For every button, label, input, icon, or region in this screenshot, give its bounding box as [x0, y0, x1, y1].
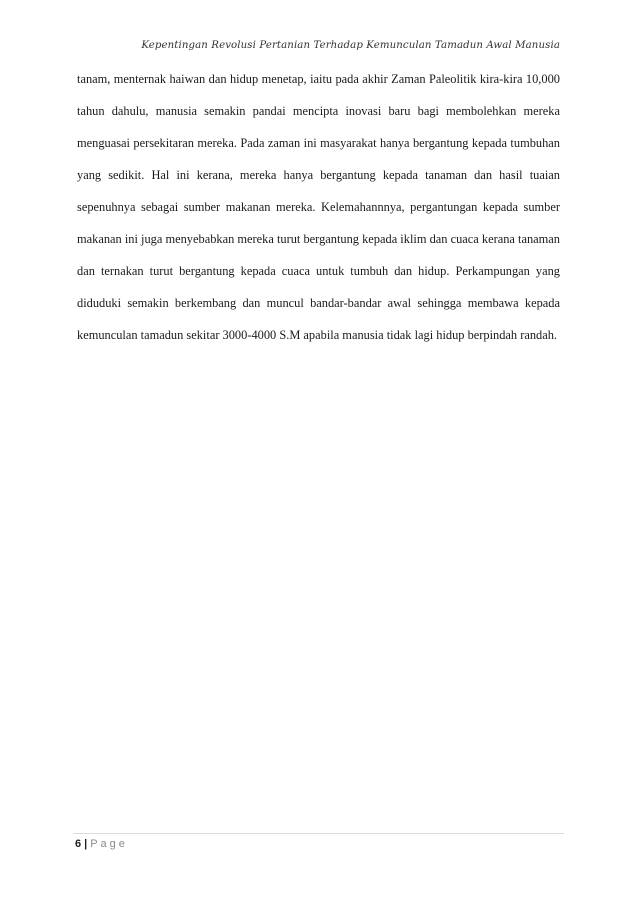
- page-footer: [75, 838, 128, 850]
- page-number: 6: [75, 838, 82, 850]
- running-header: Kepentingan Revolusi Pertanian Terhadap Kemunculan Tamadun Awal Manusia: [141, 40, 560, 51]
- footer-divider: [73, 833, 564, 834]
- footer-separator: |: [84, 838, 88, 850]
- page-label: Page: [90, 838, 128, 850]
- body-paragraph: tanam, menternak haiwan dan hidup menetap, iaitu pada akhir Zaman Paleolitik kira-kira 10,000 tahun dahulu, manusia semakin pandai mencipta inovasi baru bagi membolehkan mereka menguasai persekitaran mereka. Pada zaman ini masyarakat hanya bergantung kepada tumbuhan yang sedikit. Hal ini kerana, mereka hanya bergantung kepada tanaman dan hasil tuaian sepenuhnya sebagai sumber makanan mereka. Kelemahannnya, pergantungan kepada sumber makanan ini juga menyebabkan mereka turut bergantung kepada iklim dan cuaca kerana tanaman dan ternakan turut bergantung kepada cuaca untuk tumbuh dan hidup. Perkampungan yang diduduki semakin berkembang dan muncul bandar-bandar awal sehingga membawa kepada kemunculan tamadun sekitar 3000-4000 S.M apabila manusia tidak lagi hidup berpindah randah.: [77, 72, 560, 342]
